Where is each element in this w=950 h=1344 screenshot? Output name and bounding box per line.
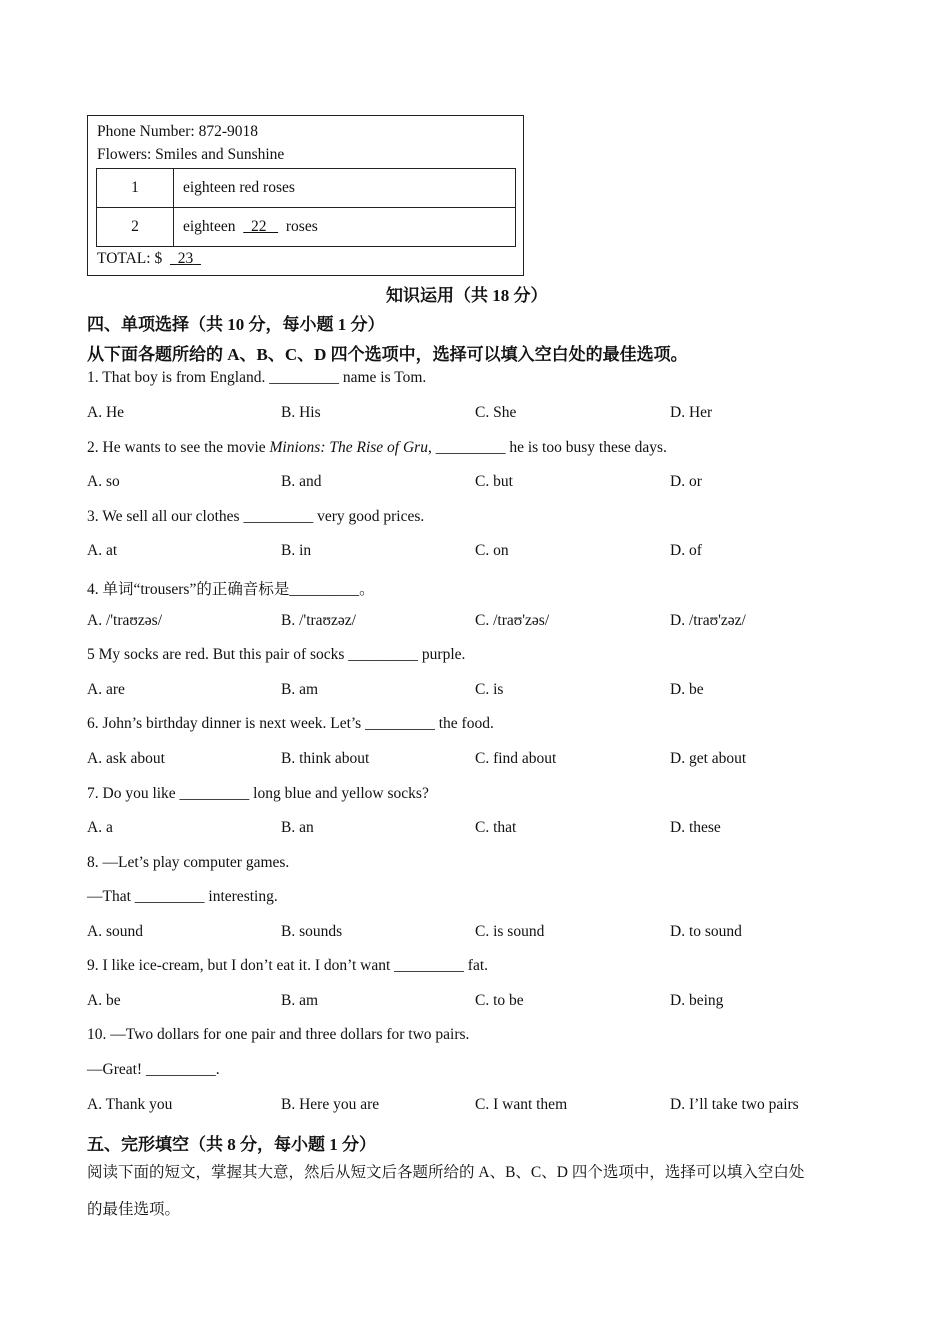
- q4-option-c: C. /traʊ'zəs/: [475, 612, 550, 629]
- q7-option-c: C. that: [475, 819, 517, 836]
- q2-option-d: D. or: [670, 473, 702, 490]
- q10-option-d: D. I’ll take two pairs: [670, 1096, 799, 1113]
- answer-blank-23: 23: [177, 250, 194, 267]
- q1-option-a: A. He: [87, 404, 125, 421]
- question-5: 5 My socks are red. But this pair of socks _________ purple.: [87, 646, 466, 663]
- section4-instruction: 从下面各题所给的 A、B、C、D 四个选项中，选择可以填入空白处的最佳选项。: [87, 345, 688, 364]
- q8-option-a: A. sound: [87, 923, 143, 940]
- answer-blank-22: 22: [251, 218, 267, 235]
- section-main-title: 知识运用（共 18 分）: [386, 286, 548, 305]
- q3-option-d: D. of: [670, 542, 702, 559]
- row-number: 2: [97, 208, 174, 247]
- q3-option-a: A. at: [87, 542, 118, 559]
- question-9: 9. I like ice-cream, but I don’t eat it. I don’t want _________ fat.: [87, 957, 489, 974]
- q6-option-c: C. find about: [475, 750, 557, 767]
- q6-option-b: B. think about: [281, 750, 370, 767]
- question-8: 8. —Let’s play computer games.: [87, 854, 290, 871]
- q8-option-d: D. to sound: [670, 923, 742, 940]
- q5-option-a: A. are: [87, 681, 125, 698]
- q6-option-d: D. get about: [670, 750, 747, 767]
- question-6: 6. John’s birthday dinner is next week. Let’s _________ the food.: [87, 715, 494, 732]
- q7-option-b: B. an: [281, 819, 314, 836]
- section5-title: 五、完形填空（共 8 分，每小题 1 分）: [87, 1135, 376, 1154]
- flowers-line: Flowers: Smiles and Sunshine: [97, 146, 285, 163]
- table-row: [97, 208, 516, 247]
- q3-option-c: C. on: [475, 542, 509, 559]
- phone-number-line: Phone Number: 872-9018: [97, 123, 259, 140]
- q5-option-c: C. is: [475, 681, 504, 698]
- q10-option-b: B. Here you are: [281, 1096, 380, 1113]
- question-3: 3. We sell all our clothes _________ very good prices.: [87, 508, 425, 525]
- q4-option-b: B. /'traʊzəz/: [281, 612, 356, 629]
- q8-option-b: B. sounds: [281, 923, 343, 940]
- q8-option-c: C. is sound: [475, 923, 545, 940]
- row-item: eighteen 22 roses: [174, 208, 516, 247]
- q6-option-a: A. ask about: [87, 750, 165, 767]
- q2-option-c: C. but: [475, 473, 513, 490]
- q4-option-d: D. /traʊ'zəz/: [670, 612, 746, 629]
- question-10: 10. —Two dollars for one pair and three dollars for two pairs.: [87, 1026, 470, 1043]
- q1-option-d: D. Her: [670, 404, 713, 421]
- question-7: 7. Do you like _________ long blue and yellow socks?: [87, 785, 429, 802]
- row-number: 1: [97, 169, 174, 208]
- q9-option-d: D. being: [670, 992, 724, 1009]
- q9-option-a: A. be: [87, 992, 121, 1009]
- q4-option-a: A. /'traʊzəs/: [87, 612, 162, 629]
- q5-option-b: B. am: [281, 681, 319, 698]
- q10-option-c: C. I want them: [475, 1096, 568, 1113]
- order-table: [96, 168, 516, 247]
- table-row: [97, 169, 516, 208]
- question-1: 1. That boy is from England. _________ name is Tom.: [87, 369, 427, 386]
- section5-instruction-line-2: 的最佳选项。: [87, 1201, 181, 1218]
- q3-option-b: B. in: [281, 542, 312, 559]
- q5-option-d: D. be: [670, 681, 704, 698]
- q2-option-b: B. and: [281, 473, 322, 490]
- question-8-line-2: —That _________ interesting.: [87, 888, 278, 905]
- q2-option-a: A. so: [87, 473, 120, 490]
- question-2: 2. He wants to see the movie Minions: The Rise of Gru, _________ he is too busy these days.: [87, 439, 667, 456]
- q7-option-a: A. a: [87, 819, 113, 836]
- question-10-line-2: —Great! _________.: [87, 1061, 220, 1078]
- q1-option-b: B. His: [281, 404, 321, 421]
- q1-option-c: C. She: [475, 404, 517, 421]
- q10-option-a: A. Thank you: [87, 1096, 173, 1113]
- row-item: eighteen red roses: [174, 169, 516, 208]
- total-line: TOTAL: $ 23: [97, 250, 201, 268]
- section4-title: 四、单项选择（共 10 分，每小题 1 分）: [87, 315, 385, 334]
- q9-option-c: C. to be: [475, 992, 524, 1009]
- q9-option-b: B. am: [281, 992, 319, 1009]
- section5-instruction-line-1: 阅读下面的短文，掌握其大意，然后从短文后各题所给的 A、B、C、D 四个选项中，选择可以填入空白处: [87, 1164, 805, 1181]
- q7-option-d: D. these: [670, 819, 721, 836]
- question-4: 4. 单词“trousers”的正确音标是_________。: [87, 581, 375, 598]
